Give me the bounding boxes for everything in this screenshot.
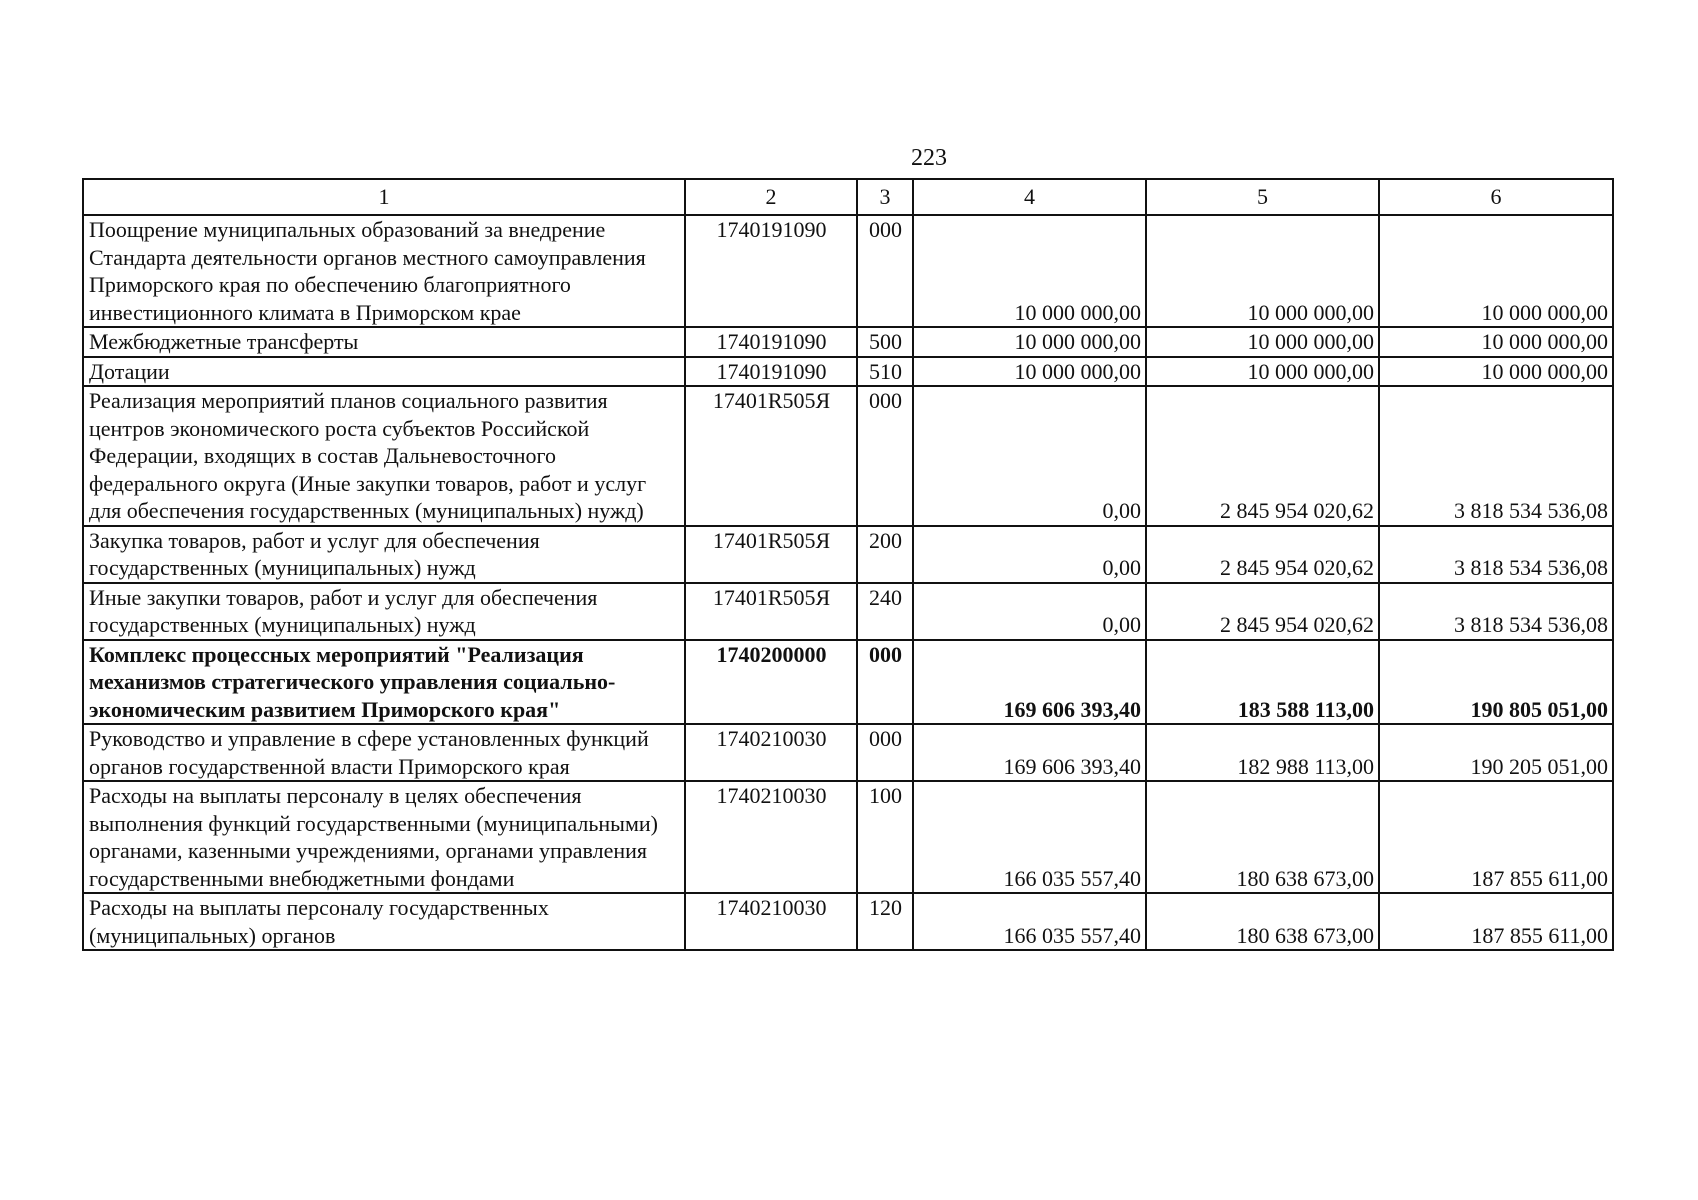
- budget-table: [82, 178, 1614, 951]
- table-row: [83, 386, 1613, 526]
- row-value-4: 166 035 557,40: [913, 781, 1146, 893]
- row-type: 240: [857, 583, 913, 640]
- row-type: 000: [857, 386, 913, 526]
- row-value-5: 2 845 954 020,62: [1146, 526, 1379, 583]
- row-value-4: 169 606 393,40: [913, 724, 1146, 781]
- row-value-6: 10 000 000,00: [1379, 357, 1613, 387]
- row-value-4: 10 000 000,00: [913, 357, 1146, 387]
- row-value-6: 10 000 000,00: [1379, 215, 1613, 327]
- table-row: [83, 781, 1613, 893]
- row-name: Закупка товаров, работ и услуг для обеспечения государственных (муниципальных) нужд: [83, 526, 685, 583]
- row-code: 1740200000: [685, 640, 857, 725]
- table-row: [83, 893, 1613, 950]
- row-value-5: 2 845 954 020,62: [1146, 583, 1379, 640]
- header-col-2: 2: [685, 179, 857, 215]
- row-value-4: 10 000 000,00: [913, 327, 1146, 357]
- row-value-6: 10 000 000,00: [1379, 327, 1613, 357]
- row-name: Расходы на выплаты персоналу в целях обеспечения выполнения функций государственными (муниципальными) органами, казенными учреждениями, органами управления государственными внебюджетными фондами: [83, 781, 685, 893]
- table-row: [83, 583, 1613, 640]
- row-value-4: 166 035 557,40: [913, 893, 1146, 950]
- header-col-4: 4: [913, 179, 1146, 215]
- page-number: [0, 146, 1698, 170]
- row-type: 000: [857, 640, 913, 725]
- row-value-5: 2 845 954 020,62: [1146, 386, 1379, 526]
- row-type: 100: [857, 781, 913, 893]
- row-value-6: 3 818 534 536,08: [1379, 386, 1613, 526]
- table-row: [83, 357, 1613, 387]
- row-type: 120: [857, 893, 913, 950]
- row-value-5: 10 000 000,00: [1146, 357, 1379, 387]
- row-code: 1740191090: [685, 327, 857, 357]
- page-number-text: 223: [911, 145, 947, 171]
- row-type: 000: [857, 215, 913, 327]
- table-row: [83, 526, 1613, 583]
- row-value-6: 187 855 611,00: [1379, 893, 1613, 950]
- row-value-4: 0,00: [913, 583, 1146, 640]
- row-type: 200: [857, 526, 913, 583]
- row-value-6: 190 205 051,00: [1379, 724, 1613, 781]
- row-name: Руководство и управление в сфере установленных функций органов государственной власти Приморского края: [83, 724, 685, 781]
- table-row: [83, 724, 1613, 781]
- row-code: 1740191090: [685, 215, 857, 327]
- table-header-row: [83, 179, 1613, 215]
- row-value-5: 10 000 000,00: [1146, 327, 1379, 357]
- row-code: 1740210030: [685, 781, 857, 893]
- row-type: 000: [857, 724, 913, 781]
- row-value-5: 180 638 673,00: [1146, 893, 1379, 950]
- header-col-5: 5: [1146, 179, 1379, 215]
- table-row: [83, 327, 1613, 357]
- row-type: 500: [857, 327, 913, 357]
- header-col-3: 3: [857, 179, 913, 215]
- row-value-4: 169 606 393,40: [913, 640, 1146, 725]
- row-value-4: 0,00: [913, 386, 1146, 526]
- row-code: 17401R505Я: [685, 583, 857, 640]
- row-code: 1740210030: [685, 724, 857, 781]
- row-value-6: 3 818 534 536,08: [1379, 583, 1613, 640]
- table-row: [83, 215, 1613, 327]
- row-value-4: 0,00: [913, 526, 1146, 583]
- row-value-5: 180 638 673,00: [1146, 781, 1379, 893]
- row-code: 17401R505Я: [685, 386, 857, 526]
- row-name: Поощрение муниципальных образований за внедрение Стандарта деятельности органов местного самоуправления Приморского края по обеспечению благоприятного инвестиционного климата в Приморском крае: [83, 215, 685, 327]
- row-name: Иные закупки товаров, работ и услуг для обеспечения государственных (муниципальных) нужд: [83, 583, 685, 640]
- table-row-subtotal: [83, 640, 1613, 725]
- row-name: Реализация мероприятий планов социального развития центров экономического роста субъектов Российской Федерации, входящих в состав Дальневосточного федерального округа (Иные закупки товаров, работ и услуг для обеспечения государственных (муниципальных) нужд): [83, 386, 685, 526]
- row-value-5: 182 988 113,00: [1146, 724, 1379, 781]
- row-name: Комплекс процессных мероприятий "Реализация механизмов стратегического управления социально-экономическим развитием Приморского края": [83, 640, 685, 725]
- row-code: 17401R505Я: [685, 526, 857, 583]
- row-name: Межбюджетные трансферты: [83, 327, 685, 357]
- row-code: 1740210030: [685, 893, 857, 950]
- row-name: Расходы на выплаты персоналу государственных (муниципальных) органов: [83, 893, 685, 950]
- row-value-4: 10 000 000,00: [913, 215, 1146, 327]
- row-value-6: 190 805 051,00: [1379, 640, 1613, 725]
- row-name: Дотации: [83, 357, 685, 387]
- row-value-5: 10 000 000,00: [1146, 215, 1379, 327]
- row-value-6: 3 818 534 536,08: [1379, 526, 1613, 583]
- row-value-5: 183 588 113,00: [1146, 640, 1379, 725]
- header-col-6: 6: [1379, 179, 1613, 215]
- row-value-6: 187 855 611,00: [1379, 781, 1613, 893]
- row-type: 510: [857, 357, 913, 387]
- row-code: 1740191090: [685, 357, 857, 387]
- header-col-1: 1: [83, 179, 685, 215]
